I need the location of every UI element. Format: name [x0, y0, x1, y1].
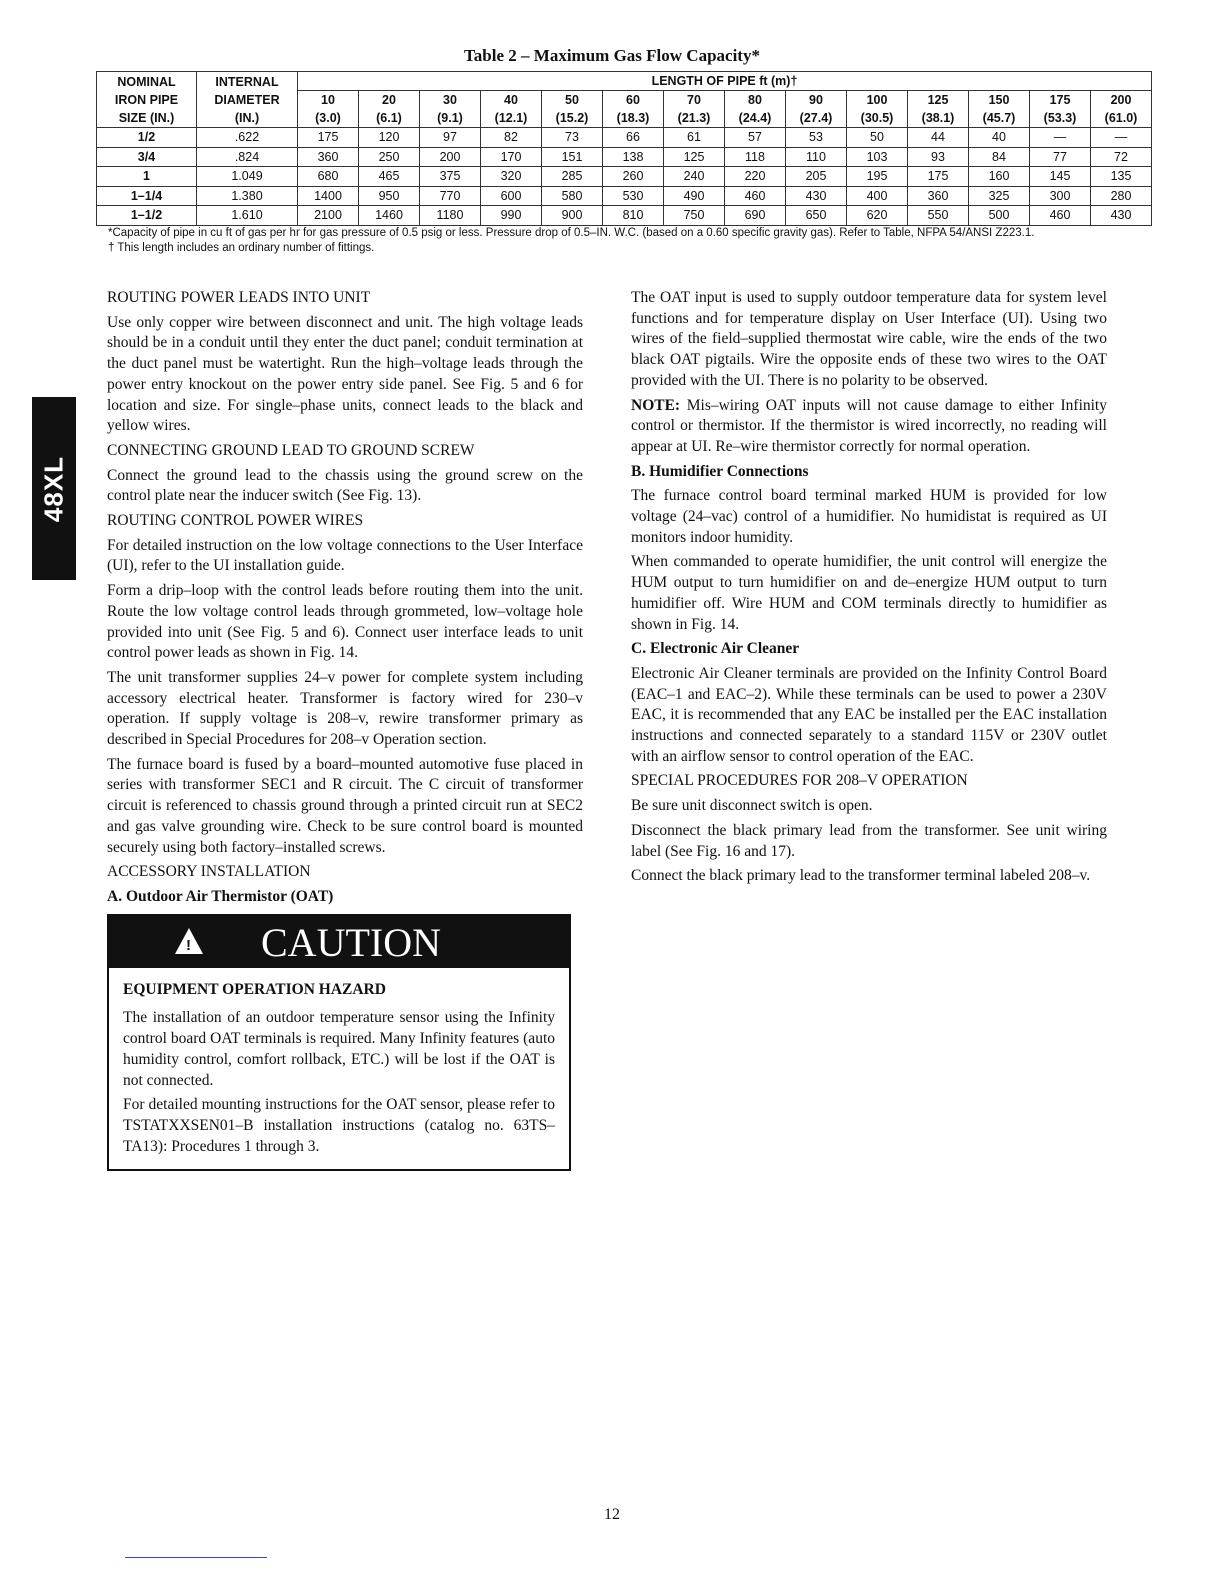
- right-column: [631, 288, 1107, 891]
- caution-paragraph: The installation of an outdoor temperature sensor using the Infinity control board OAT terminals is required. Many Infinity features (auto humidity control, comfort rollback, ETC.) will be lost if the OAT is not connected.: [123, 1009, 555, 1089]
- capacity-cell: 990: [481, 206, 542, 226]
- paragraph: Electronic Air Cleaner terminals are provided on the Infinity Control Board (EAC–1 and EAC–2). While these terminals can be used to power a 230V EAC, it is recommended that any EAC be installed per the EAC installation instructions and connected separately to a standard 115V or 230V outlet with an airflow sensor to control operation of the EAC.: [631, 664, 1107, 765]
- capacity-cell: 500: [969, 206, 1030, 226]
- capacity-cell: 1180: [420, 206, 481, 226]
- capacity-cell: 430: [1091, 206, 1152, 226]
- capacity-cell: 125: [664, 147, 725, 167]
- capacity-cell: 430: [786, 186, 847, 206]
- capacity-cell: 138: [603, 147, 664, 167]
- length-header-cell: 10 (3.0): [298, 91, 359, 128]
- paragraph: Connect the ground lead to the chassis using the ground screw on the control plate near the inducer switch (See Fig. 13).: [107, 466, 583, 505]
- table-row: [97, 128, 1152, 148]
- note-text: Mis–wiring OAT inputs will not cause damage to either Infinity control or thermistor. If the thermistor is wired incorrectly, no reading will appear at UI. Re–wire thermistor correctly for normal operation.: [631, 396, 1107, 455]
- capacity-cell: 400: [847, 186, 908, 206]
- pipe-size-cell: 1–1/2: [97, 206, 197, 226]
- capacity-cell: 600: [481, 186, 542, 206]
- paragraph: The OAT input is used to supply outdoor temperature data for system level functions and for temperature display on User Interface (UI). Using two wires of the field–supplied thermostat wire cable, wire the ends of the two black OAT pigtails. Wire the opposite ends of these two wires to the OAT provided with the UI. There is no polarity to be observed.: [631, 289, 1107, 389]
- footnote-length: † This length includes an ordinary number of fittings.: [108, 242, 375, 254]
- diameter-cell: 1.049: [197, 167, 298, 187]
- capacity-cell: 61: [664, 128, 725, 148]
- capacity-cell: 490: [664, 186, 725, 206]
- pipe-size-cell: 3/4: [97, 147, 197, 167]
- capacity-cell: —: [1091, 128, 1152, 148]
- length-header-cell: 50 (15.2): [542, 91, 603, 128]
- length-header-cell: 150 (45.7): [969, 91, 1030, 128]
- capacity-cell: 84: [969, 147, 1030, 167]
- table-row: [97, 186, 1152, 206]
- length-header-cell: 40 (12.1): [481, 91, 542, 128]
- capacity-cell: 900: [542, 206, 603, 226]
- capacity-cell: 82: [481, 128, 542, 148]
- footnote-capacity: *Capacity of pipe in cu ft of gas per hr for gas pressure of 0.5 psig or less. Pressure drop of 0.5–IN. W.C. (based on a 0.60 specific gravity gas). Refer to Table, NFPA 54/ANSI Z223.1.: [108, 227, 1035, 239]
- paragraph: For detailed instruction on the low voltage connections to the User Interface (UI), refer to the UI installation guide.: [107, 536, 583, 575]
- left-column: [107, 288, 583, 1171]
- capacity-cell: 57: [725, 128, 786, 148]
- capacity-cell: 195: [847, 167, 908, 187]
- capacity-cell: 465: [359, 167, 420, 187]
- heading-humidifier: B. Humidifier Connections: [631, 462, 809, 480]
- length-header-cell: 200 (61.0): [1091, 91, 1152, 128]
- length-header-cell: 125 (38.1): [908, 91, 969, 128]
- capacity-cell: 77: [1030, 147, 1091, 167]
- capacity-cell: 97: [420, 128, 481, 148]
- capacity-cell: 285: [542, 167, 603, 187]
- capacity-cell: 2100: [298, 206, 359, 226]
- col-header-length: LENGTH OF PIPE ft (m)†: [298, 72, 1152, 91]
- capacity-cell: 650: [786, 206, 847, 226]
- capacity-cell: 770: [420, 186, 481, 206]
- capacity-cell: 93: [908, 147, 969, 167]
- length-header-cell: 30 (9.1): [420, 91, 481, 128]
- capacity-cell: 118: [725, 147, 786, 167]
- capacity-cell: 250: [359, 147, 420, 167]
- capacity-cell: 810: [603, 206, 664, 226]
- length-header-cell: 90 (27.4): [786, 91, 847, 128]
- paragraph: Be sure unit disconnect switch is open.: [631, 797, 873, 815]
- diameter-cell: .622: [197, 128, 298, 148]
- capacity-cell: 50: [847, 128, 908, 148]
- note-paragraph: [631, 396, 1107, 458]
- capacity-cell: 750: [664, 206, 725, 226]
- capacity-cell: 460: [1030, 206, 1091, 226]
- capacity-cell: 320: [481, 167, 542, 187]
- length-header-cell: 70 (21.3): [664, 91, 725, 128]
- side-tab: [32, 397, 76, 580]
- caution-label: CAUTION: [261, 919, 441, 965]
- diameter-cell: .824: [197, 147, 298, 167]
- capacity-cell: 205: [786, 167, 847, 187]
- length-header-cell: 100 (30.5): [847, 91, 908, 128]
- footer-rule: [125, 1557, 267, 1558]
- capacity-cell: —: [1030, 128, 1091, 148]
- paragraph: When commanded to operate humidifier, the unit control will energize the HUM output to turn humidifier on and de–energize HUM output to turn humidifier off. Wire HUM and COM terminals directly to humidifier as shown in Fig. 14.: [631, 553, 1107, 633]
- heading-208v: SPECIAL PROCEDURES FOR 208–V OPERATION: [631, 772, 968, 790]
- paragraph: The furnace control board terminal marked HUM is provided for low voltage (24–vac) control of a humidifier. No humidistat is required as UI monitors indoor humidity.: [631, 487, 1107, 546]
- capacity-cell: 325: [969, 186, 1030, 206]
- capacity-cell: 530: [603, 186, 664, 206]
- caution-box: [107, 914, 571, 1172]
- capacity-cell: 550: [908, 206, 969, 226]
- capacity-cell: 300: [1030, 186, 1091, 206]
- col-header-pipe-size: NOMINAL IRON PIPE SIZE (IN.): [97, 72, 197, 128]
- capacity-cell: 240: [664, 167, 725, 187]
- capacity-cell: 110: [786, 147, 847, 167]
- paragraph: The unit transformer supplies 24–v power for complete system including accessory electrical heater. Transformer is factory wired for 230–v operation. If supply voltage is 208–v, rewire transformer primary as described in Special Procedures for 208–v Operation section.: [107, 668, 583, 749]
- capacity-cell: 170: [481, 147, 542, 167]
- capacity-cell: 950: [359, 186, 420, 206]
- col-header-diameter: INTERNAL DIAMETER (IN.): [197, 72, 298, 128]
- caution-paragraph: For detailed mounting instructions for the OAT sensor, please refer to TSTATXXSEN01–B installation instructions (catalog no. 63TS–TA13): Procedures 1 through 3.: [123, 1096, 555, 1155]
- capacity-cell: 103: [847, 147, 908, 167]
- pipe-size-cell: 1–1/4: [97, 186, 197, 206]
- diameter-cell: 1.610: [197, 206, 298, 226]
- capacity-cell: 40: [969, 128, 1030, 148]
- heading-routing-power: ROUTING POWER LEADS INTO UNIT: [107, 289, 371, 306]
- pipe-size-cell: 1/2: [97, 128, 197, 148]
- heading-accessory: ACCESSORY INSTALLATION: [107, 863, 311, 881]
- caution-hazard: EQUIPMENT OPERATION HAZARD: [123, 980, 386, 998]
- heading-ground-lead: CONNECTING GROUND LEAD TO GROUND SCREW: [107, 441, 475, 459]
- table-row: [97, 147, 1152, 167]
- heading-eac: C. Electronic Air Cleaner: [631, 640, 800, 658]
- capacity-cell: 260: [603, 167, 664, 187]
- capacity-cell: 580: [542, 186, 603, 206]
- capacity-cell: 360: [908, 186, 969, 206]
- length-header-cell: 175 (53.3): [1030, 91, 1091, 128]
- side-tab-label: 48XL: [38, 455, 69, 522]
- heading-control-wires: ROUTING CONTROL POWER WIRES: [107, 512, 364, 530]
- capacity-cell: 1400: [298, 186, 359, 206]
- capacity-cell: 53: [786, 128, 847, 148]
- length-header-cell: 60 (18.3): [603, 91, 664, 128]
- capacity-cell: 72: [1091, 147, 1152, 167]
- table-footnotes: [108, 226, 1108, 256]
- capacity-cell: 620: [847, 206, 908, 226]
- page-number: 12: [604, 1506, 620, 1523]
- table-row: [97, 167, 1152, 187]
- capacity-cell: 66: [603, 128, 664, 148]
- capacity-cell: 135: [1091, 167, 1152, 187]
- capacity-cell: 280: [1091, 186, 1152, 206]
- capacity-cell: 200: [420, 147, 481, 167]
- capacity-cell: 160: [969, 167, 1030, 187]
- paragraph: Form a drip–loop with the control leads before routing them into the unit. Route the low voltage control leads through grommeted, low–voltage hole provided into unit (See Fig. 5 and 6). Connect user interface leads to unit control power leads as shown in Fig. 14.: [107, 582, 583, 662]
- warning-triangle-icon: [175, 928, 203, 954]
- heading-oat: A. Outdoor Air Thermistor (OAT): [107, 887, 334, 905]
- paragraph: The furnace board is fused by a board–mounted automotive fuse placed in series with transformer SEC1 and R circuit. The C circuit of transformer circuit is referenced to chassis ground through a printed circuit run at SEC2 and gas valve grounding wire. Check to be sure control board is mounted securely using both factory–installed screws.: [107, 755, 583, 856]
- pipe-size-cell: 1: [97, 167, 197, 187]
- table-title: Table 2 – Maximum Gas Flow Capacity*: [464, 46, 760, 65]
- note-label: NOTE:: [631, 396, 681, 414]
- paragraph: Use only copper wire between disconnect and unit. The high voltage leads should be in a conduit until they enter the duct panel; conduit termination at the duct panel must be watertight. Run the high–voltage leads through the power entry knockout on the power entry side panel. See Fig. 5 and 6 for location and size. For single–phase units, connect leads to the black and yellow wires.: [107, 313, 583, 435]
- capacity-cell: 375: [420, 167, 481, 187]
- capacity-cell: 175: [908, 167, 969, 187]
- capacity-cell: 680: [298, 167, 359, 187]
- capacity-cell: 73: [542, 128, 603, 148]
- gas-flow-table: [96, 71, 1152, 226]
- capacity-cell: 175: [298, 128, 359, 148]
- paragraph: Disconnect the black primary lead from the transformer. See unit wiring label (See Fig. 16 and 17).: [631, 821, 1107, 860]
- table-row: [97, 206, 1152, 226]
- capacity-cell: 360: [298, 147, 359, 167]
- length-header-cell: 80 (24.4): [725, 91, 786, 128]
- capacity-cell: 120: [359, 128, 420, 148]
- capacity-cell: 460: [725, 186, 786, 206]
- capacity-cell: 690: [725, 206, 786, 226]
- capacity-cell: 151: [542, 147, 603, 167]
- diameter-cell: 1.380: [197, 186, 298, 206]
- capacity-cell: 44: [908, 128, 969, 148]
- paragraph: Connect the black primary lead to the transformer terminal labeled 208–v.: [631, 867, 1091, 885]
- capacity-cell: 1460: [359, 206, 420, 226]
- caution-banner: [109, 916, 569, 968]
- capacity-cell: 220: [725, 167, 786, 187]
- length-header-cell: 20 (6.1): [359, 91, 420, 128]
- capacity-cell: 145: [1030, 167, 1091, 187]
